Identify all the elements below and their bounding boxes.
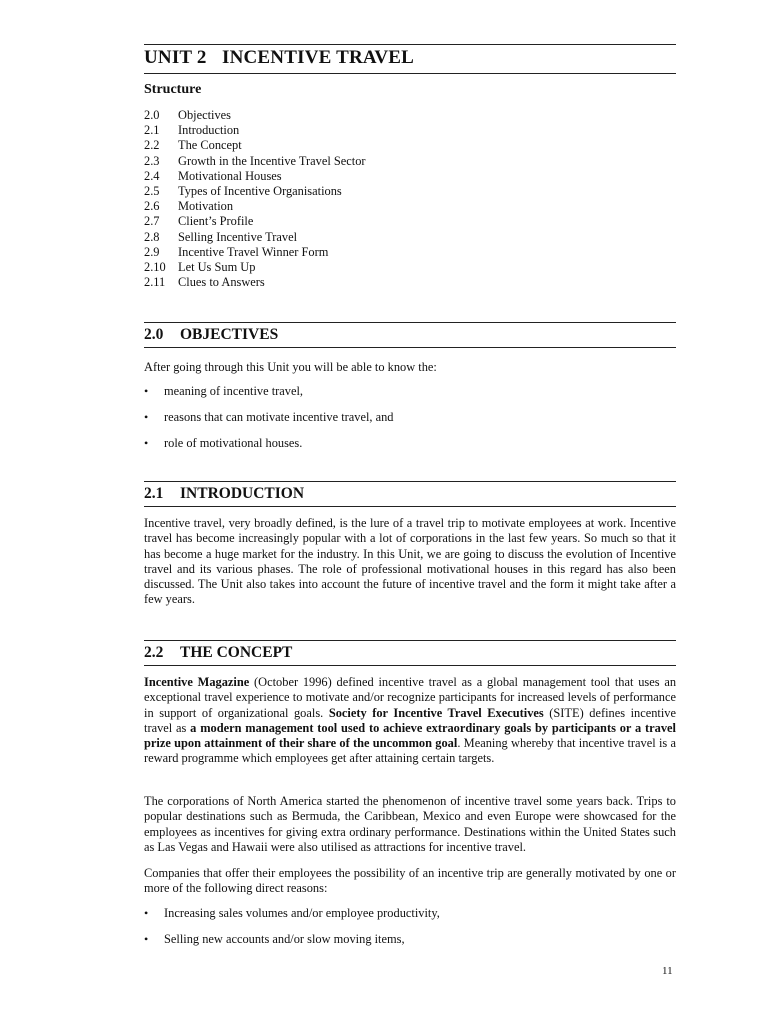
structure-item-label: Clues to Answers	[178, 275, 265, 290]
section-number: 2.0	[144, 326, 164, 343]
structure-item-number: 2.9	[144, 244, 160, 259]
unit-title: INCENTIVE TRAVEL	[222, 47, 415, 68]
list-item: • Increasing sales volumes and/or employee productivity,	[144, 906, 440, 920]
structure-item	[144, 214, 366, 229]
structure-item-number: 2.4	[144, 168, 160, 183]
structure-item-label: Types of Incentive Organisations	[178, 184, 342, 199]
structure-item-number: 2.5	[144, 184, 160, 199]
structure-item	[144, 169, 366, 184]
structure-heading: Structure	[144, 82, 202, 97]
section-rule-bottom	[144, 506, 676, 507]
concept-reasons-list	[144, 906, 676, 947]
structure-item	[144, 108, 366, 123]
section-objectives-header	[144, 322, 676, 348]
bold-definition: a modern management tool used to achieve extraordinary goals by participants or a travel prize upon attainment of their share of the uncommon goal	[144, 720, 676, 751]
section-title	[144, 323, 676, 347]
structure-item-number: 2.0	[144, 108, 160, 122]
page-number: 11	[662, 965, 673, 977]
section-title	[144, 482, 676, 506]
structure-item-label: Let Us Sum Up	[178, 260, 256, 275]
structure-item-label: Introduction	[178, 123, 240, 138]
structure-item-number: 2.7	[144, 214, 160, 229]
structure-item-label: Incentive Travel Winner Form	[178, 244, 329, 259]
bullet-icon: •	[144, 384, 149, 398]
structure-item	[144, 154, 366, 169]
section-number: 2.2	[144, 644, 164, 661]
bullet-icon: •	[144, 436, 149, 450]
list-item: • reasons that can motivate incentive travel, and	[144, 410, 394, 424]
structure-item-label: Motivation	[178, 199, 234, 214]
structure-item-number: 2.11	[144, 275, 166, 290]
structure-item-number: 2.10	[144, 260, 166, 275]
section-rule-bottom	[144, 347, 676, 348]
section-title-text: OBJECTIVES	[180, 326, 279, 343]
list-item: • Selling new accounts and/or slow moving items,	[144, 932, 405, 946]
bullet-icon: •	[144, 906, 149, 920]
structure-item	[144, 199, 366, 214]
structure-item-label: Motivational Houses	[178, 168, 282, 183]
structure-item-number: 2.6	[144, 199, 160, 214]
section-title	[144, 641, 676, 665]
section-introduction-header	[144, 481, 676, 507]
unit-rule-bottom	[144, 73, 676, 74]
structure-item-number: 2.3	[144, 153, 160, 168]
bold-term: Incentive Magazine	[144, 675, 250, 689]
list-item: • meaning of incentive travel,	[144, 384, 303, 398]
bullet-icon: •	[144, 410, 149, 424]
structure-item-label: Objectives	[178, 108, 231, 122]
bullet-icon: •	[144, 932, 149, 946]
unit-rule-top	[144, 44, 676, 45]
structure-item-number: 2.2	[144, 138, 160, 153]
section-number: 2.1	[144, 485, 164, 502]
concept-paragraph-2: The corporations of North America started the phenomenon of incentive travel some years back. Trips to popular destinations such as Bermuda, the Caribbean, Mexico and even Europe were showcased for the employees as incentives for giving extra ordinary performance. Destinations within the United States such as Las Vegas and Hawaii were also utilised as attractions for incentive travel.	[144, 794, 676, 854]
structure-item	[144, 138, 366, 153]
structure-item-number: 2.1	[144, 123, 160, 138]
structure-item-label: Growth in the Incentive Travel Sector	[178, 153, 366, 168]
unit-number: UNIT 2	[144, 47, 207, 68]
structure-item-number: 2.8	[144, 229, 160, 244]
section-rule-bottom	[144, 665, 676, 666]
structure-list	[144, 108, 366, 290]
concept-paragraph-3: Companies that offer their employees the possibility of an incentive trip are generally motivated by one or more of the following direct reasons:	[144, 866, 676, 896]
objectives-list	[144, 384, 676, 451]
structure-item-label: The Concept	[178, 138, 242, 153]
structure-item	[144, 245, 366, 260]
structure-item-label: Selling Incentive Travel	[178, 229, 298, 244]
concept-paragraph-1: Incentive Magazine (October 1996) defined incentive travel as a global management tool that uses an exceptional travel experience to motivate and/or recognize participants for increased levels of performance in support of organizational goals. Society for Incentive Travel Executives (SITE) defines incentive travel as a modern management tool used to achieve extraordinary goals by participants or a travel prize upon attainment of their share of the uncommon goal. Meaning whereby that incentive travel is a reward programme which employees get after attaining certain targets.	[144, 675, 677, 766]
structure-item	[144, 260, 366, 275]
bold-term: Society for Incentive Travel Executives	[328, 705, 544, 720]
introduction-paragraph: Incentive travel, very broadly defined, is the lure of a travel trip to motivate employees at work. Incentive travel has become increasingly popular with a lot of corporations in the last few years. So much so that it has become a huge market for the industry. In this Unit, we are going to discuss the evolution of Incentive travel and its various phases. The role of professional motivational houses in this regard has also been discussed. The Unit also takes into account the future of incentive travel and the form it might take after a few years.	[144, 516, 676, 607]
structure-item	[144, 275, 366, 290]
section-concept-header	[144, 640, 676, 666]
structure-item	[144, 123, 366, 138]
objectives-intro: After going through this Unit you will be able to know the:	[144, 360, 437, 374]
structure-item	[144, 230, 366, 245]
section-title-text: INTRODUCTION	[180, 485, 305, 502]
unit-heading	[144, 47, 414, 69]
list-item: • role of motivational houses.	[144, 436, 303, 450]
structure-item-label: Client’s Profile	[178, 214, 254, 229]
section-title-text: THE CONCEPT	[180, 644, 293, 661]
structure-item	[144, 184, 366, 199]
